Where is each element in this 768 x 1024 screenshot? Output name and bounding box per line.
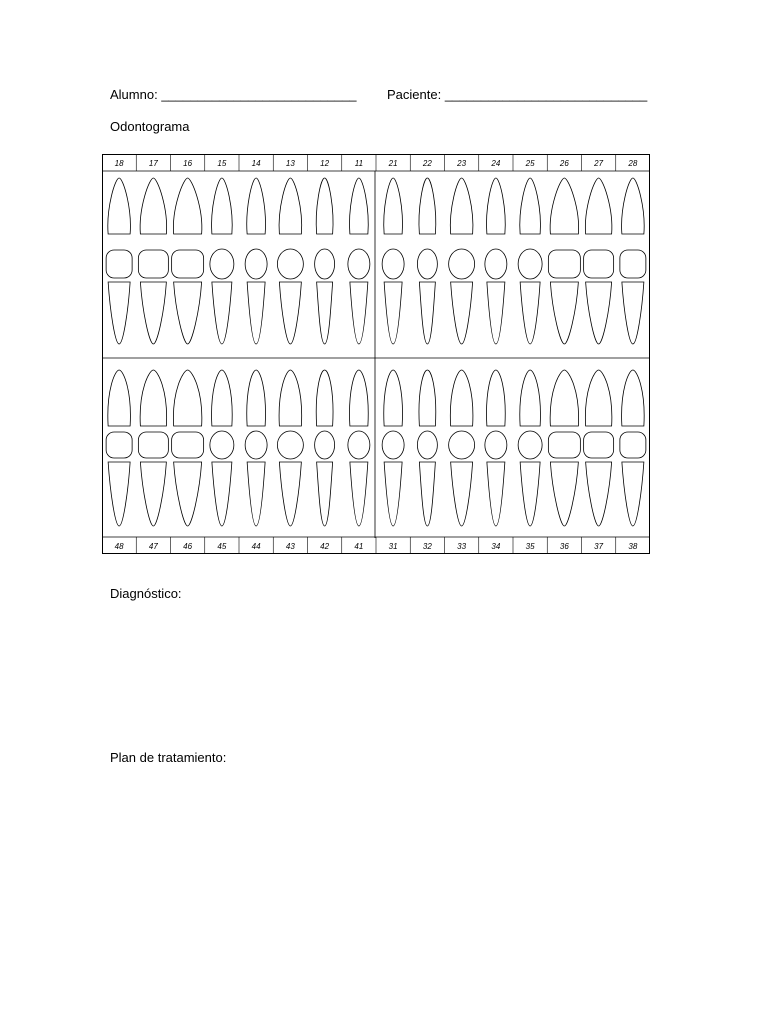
upper-tooth-number-28: 28 xyxy=(628,159,638,168)
lower-tooth-number-46: 46 xyxy=(183,542,193,551)
patient-field[interactable]: ____________________________ xyxy=(444,87,648,102)
upper-tooth-number-26: 26 xyxy=(559,159,569,168)
upper-tooth-number-25: 25 xyxy=(525,159,535,168)
lower-tooth-number-38: 38 xyxy=(628,542,638,551)
diagnosis-label: Diagnóstico: xyxy=(110,586,182,601)
upper-tooth-number-11: 11 xyxy=(354,159,364,168)
lower-tooth-number-35: 35 xyxy=(525,542,535,551)
upper-tooth-number-15: 15 xyxy=(217,159,227,168)
lower-tooth-number-44: 44 xyxy=(251,542,261,551)
upper-tooth-number-12: 12 xyxy=(320,159,330,168)
lower-tooth-number-47: 47 xyxy=(148,542,158,551)
lower-tooth-number-37: 37 xyxy=(594,542,604,551)
upper-tooth-number-22: 22 xyxy=(422,159,432,168)
lower-tooth-number-36: 36 xyxy=(559,542,569,551)
upper-tooth-number-24: 24 xyxy=(491,159,501,168)
lower-tooth-number-33: 33 xyxy=(457,542,467,551)
student-line xyxy=(110,87,357,102)
lower-tooth-number-31: 31 xyxy=(388,542,398,551)
lower-tooth-number-32: 32 xyxy=(422,542,432,551)
lower-tooth-number-43: 43 xyxy=(285,542,295,551)
upper-tooth-number-23: 23 xyxy=(457,159,467,168)
treatment-plan-label: Plan de tratamiento: xyxy=(110,750,227,765)
upper-tooth-number-18: 18 xyxy=(114,159,124,168)
lower-tooth-number-41: 41 xyxy=(354,542,364,551)
student-field[interactable]: ___________________________ xyxy=(161,87,357,102)
upper-tooth-number-14: 14 xyxy=(251,159,261,168)
lower-tooth-number-34: 34 xyxy=(491,542,501,551)
upper-tooth-number-13: 13 xyxy=(285,159,295,168)
patient-line xyxy=(387,87,647,102)
lower-tooth-number-45: 45 xyxy=(217,542,227,551)
student-label: Alumno: xyxy=(110,87,158,102)
upper-tooth-number-21: 21 xyxy=(388,159,398,168)
patient-label: Paciente: xyxy=(387,87,442,102)
lower-tooth-number-48: 48 xyxy=(114,542,124,551)
upper-tooth-number-16: 16 xyxy=(183,159,193,168)
odontogram-title: Odontograma xyxy=(110,119,190,134)
upper-tooth-number-27: 27 xyxy=(594,159,604,168)
odontogram-chart xyxy=(102,154,650,554)
lower-tooth-number-42: 42 xyxy=(320,542,330,551)
upper-tooth-number-17: 17 xyxy=(148,159,158,168)
